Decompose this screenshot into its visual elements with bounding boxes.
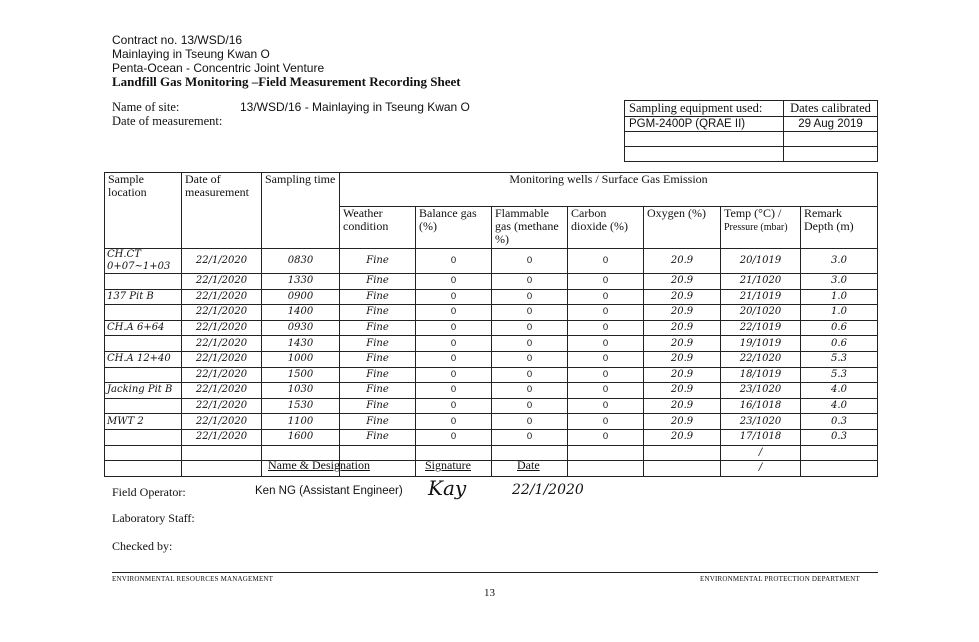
cell-sample-location: 137 Pit B [105,289,182,305]
cell-remark-depth: 0.6 [801,336,878,352]
cell-sample-location [105,305,182,321]
cell-remark-depth: 5.3 [801,367,878,383]
cell-sampling-time: 1500 [262,367,340,383]
cell-temp-pressure: 23/1020 [721,414,801,430]
cell-sampling-time: 0930 [262,320,340,336]
cell-sample-location [105,445,182,461]
cell-balance-gas: 0 [416,249,492,274]
cell-measurement-date: 22/1/2020 [182,249,262,274]
footer-right-text: ENVIRONMENTAL PROTECTION DEPARTMENT [700,575,860,583]
group-header: Monitoring wells / Surface Gas Emission [340,173,878,207]
cell-remark-depth: 0.3 [801,414,878,430]
table-row [105,249,878,274]
cell-temp-pressure: 22/1020 [721,351,801,367]
table-row [105,351,878,367]
cell-temp-pressure: 17/1018 [721,429,801,445]
cell-carbon-dioxide: 0 [568,289,644,305]
col-flammable-gas: Flammable gas (methane %) [492,207,568,249]
col-remark-depth: Remark Depth (m) [801,207,878,249]
cell-balance-gas: 0 [416,414,492,430]
cell-flammable-gas: 0 [492,383,568,399]
cell-temp-pressure: 16/1018 [721,398,801,414]
col-temp-label: Temp (°C) / [724,206,782,220]
table-row [105,383,878,399]
col-sample-location: Sample location [105,173,182,249]
cell-carbon-dioxide: 0 [568,414,644,430]
cell-temp-pressure: 23/1020 [721,383,801,399]
cell-measurement-date: 22/1/2020 [182,336,262,352]
field-operator-name: Ken NG (Assistant Engineer) [255,485,403,497]
cell-weather: Fine [340,383,416,399]
cell-measurement-date: 22/1/2020 [182,367,262,383]
table-row [105,429,878,445]
laboratory-staff-label: Laboratory Staff: [112,511,195,525]
cell-balance-gas: 0 [416,289,492,305]
cell-carbon-dioxide: 0 [568,383,644,399]
cell-balance-gas: 0 [416,398,492,414]
cell-oxygen: 20.9 [644,305,721,321]
cell-temp-pressure: 21/1020 [721,274,801,290]
cell-remark-depth: 0.3 [801,429,878,445]
cell-oxygen: 20.9 [644,249,721,274]
document-header [112,33,461,89]
cell-oxygen: 20.9 [644,351,721,367]
field-operator-date: 22/1/2020 [512,482,584,498]
cell-flammable-gas: 0 [492,274,568,290]
contract-number: Contract no. 13/WSD/16 [112,33,243,47]
equipment-name [625,147,784,162]
cell-measurement-date [182,445,262,461]
cell-oxygen: 20.9 [644,274,721,290]
cell-sample-location [105,429,182,445]
cell-remark-depth [801,461,878,477]
cell-weather: Fine [340,305,416,321]
cell-sample-location [105,274,182,290]
cell-balance-gas: 0 [416,383,492,399]
cell-carbon-dioxide [568,461,644,477]
cell-flammable-gas: 0 [492,367,568,383]
calibration-header: Dates calibrated [784,101,878,117]
cell-measurement-date: 22/1/2020 [182,289,262,305]
col-measurement-date: Date of measurement [182,173,262,249]
table-row [105,461,878,477]
cell-oxygen [644,461,721,477]
date-header: Date [517,458,540,472]
cell-sample-location: CH.A 12+40 [105,351,182,367]
col-weather: Weather condition [340,207,416,249]
cell-sample-location [105,336,182,352]
cell-sampling-time: 0830 [262,249,340,274]
cell-balance-gas: 0 [416,367,492,383]
cell-oxygen [644,445,721,461]
cell-temp-pressure: 21/1019 [721,289,801,305]
cell-measurement-date: 22/1/2020 [182,320,262,336]
table-row [105,336,878,352]
cell-oxygen: 20.9 [644,383,721,399]
cell-oxygen: 20.9 [644,367,721,383]
table-row [105,274,878,290]
cell-carbon-dioxide: 0 [568,305,644,321]
cell-oxygen: 20.9 [644,336,721,352]
signature-header: Signature [425,458,471,472]
site-name-value: 13/WSD/16 - Mainlaying in Tseung Kwan O [240,100,470,114]
cell-remark-depth: 3.0 [801,274,878,290]
calibration-date [784,132,878,147]
cell-sampling-time: 1430 [262,336,340,352]
cell-oxygen: 20.9 [644,320,721,336]
cell-measurement-date: 22/1/2020 [182,383,262,399]
cell-oxygen: 20.9 [644,289,721,305]
equipment-row [625,117,878,132]
cell-carbon-dioxide: 0 [568,398,644,414]
col-oxygen: Oxygen (%) [644,207,721,249]
contractor-name: Penta-Ocean - Concentric Joint Venture [112,61,325,75]
equipment-name: PGM-2400P (QRAE II) [625,117,784,132]
cell-weather: Fine [340,398,416,414]
cell-sampling-time: 1000 [262,351,340,367]
equipment-table [624,100,878,162]
cell-weather: Fine [340,274,416,290]
cell-temp-pressure: / [721,461,801,477]
col-sampling-time: Sampling time [262,173,340,249]
page-number: 13 [484,587,495,599]
col-temp-pressure [721,207,801,249]
cell-remark-depth: 0.6 [801,320,878,336]
cell-remark-depth: 5.3 [801,351,878,367]
table-row [105,305,878,321]
cell-temp-pressure: 20/1020 [721,305,801,321]
table-row [105,414,878,430]
cell-flammable-gas: 0 [492,249,568,274]
site-labels [112,100,222,128]
footer-divider [112,572,878,573]
cell-temp-pressure: 20/1019 [721,249,801,274]
cell-weather: Fine [340,249,416,274]
cell-weather: Fine [340,289,416,305]
cell-measurement-date: 22/1/2020 [182,429,262,445]
equipment-row [625,147,878,162]
cell-sample-location: CH.CT 0+07~1+03 [105,249,182,274]
cell-remark-depth: 4.0 [801,398,878,414]
cell-oxygen: 20.9 [644,414,721,430]
table-row [105,445,878,461]
col-pressure-label: Pressure (mbar) [724,222,788,233]
cell-carbon-dioxide: 0 [568,367,644,383]
cell-flammable-gas: 0 [492,398,568,414]
site-name-label: Name of site: [112,100,180,114]
measurement-date-label: Date of measurement: [112,114,223,128]
name-designation-header: Name & Designation [268,458,370,472]
cell-flammable-gas: 0 [492,351,568,367]
cell-flammable-gas: 0 [492,289,568,305]
field-operator-label: Field Operator: [112,485,186,499]
cell-remark-depth: 1.0 [801,289,878,305]
checked-by-label: Checked by: [112,539,173,553]
table-row [105,320,878,336]
cell-sample-location: MWT 2 [105,414,182,430]
cell-balance-gas: 0 [416,320,492,336]
cell-remark-depth [801,445,878,461]
cell-measurement-date: 22/1/2020 [182,414,262,430]
cell-carbon-dioxide: 0 [568,336,644,352]
cell-balance-gas: 0 [416,305,492,321]
cell-carbon-dioxide: 0 [568,429,644,445]
cell-sample-location [105,461,182,477]
col-balance-gas: Balance gas (%) [416,207,492,249]
cell-measurement-date: 22/1/2020 [182,398,262,414]
table-row [105,289,878,305]
equipment-row [625,132,878,147]
cell-carbon-dioxide: 0 [568,351,644,367]
table-row [105,398,878,414]
cell-sample-location [105,367,182,383]
cell-flammable-gas: 0 [492,414,568,430]
cell-flammable-gas: 0 [492,305,568,321]
calibration-date: 29 Aug 2019 [784,117,878,132]
cell-carbon-dioxide [568,445,644,461]
cell-weather: Fine [340,367,416,383]
footer-left-text: ENVIRONMENTAL RESOURCES MANAGEMENT [112,575,274,583]
cell-sample-location: CH.A 6+64 [105,320,182,336]
cell-sampling-time: 1600 [262,429,340,445]
field-operator-signature: Kay [428,476,467,500]
cell-remark-depth: 4.0 [801,383,878,399]
cell-weather: Fine [340,320,416,336]
cell-sampling-time: 1530 [262,398,340,414]
measurement-table [104,172,878,477]
cell-temp-pressure: 18/1019 [721,367,801,383]
sheet-title: Landfill Gas Monitoring –Field Measurement Recording Sheet [112,74,461,89]
cell-temp-pressure: / [721,445,801,461]
cell-oxygen: 20.9 [644,429,721,445]
cell-remark-depth: 1.0 [801,305,878,321]
cell-flammable-gas: 0 [492,320,568,336]
cell-sampling-time: 1100 [262,414,340,430]
equipment-header: Sampling equipment used: [625,101,784,117]
table-row [105,367,878,383]
project-name: Mainlaying in Tseung Kwan O [112,47,270,61]
col-carbon-dioxide: Carbon dioxide (%) [568,207,644,249]
cell-measurement-date: 22/1/2020 [182,274,262,290]
cell-carbon-dioxide: 0 [568,274,644,290]
cell-sampling-time: 1030 [262,383,340,399]
cell-weather: Fine [340,336,416,352]
cell-weather: Fine [340,429,416,445]
cell-weather: Fine [340,414,416,430]
cell-flammable-gas: 0 [492,429,568,445]
cell-measurement-date [182,461,262,477]
cell-sampling-time: 1400 [262,305,340,321]
cell-measurement-date: 22/1/2020 [182,351,262,367]
cell-sampling-time: 0900 [262,289,340,305]
cell-balance-gas: 0 [416,429,492,445]
equipment-name [625,132,784,147]
cell-carbon-dioxide: 0 [568,320,644,336]
cell-carbon-dioxide: 0 [568,249,644,274]
cell-sample-location: Jacking Pit B [105,383,182,399]
cell-balance-gas: 0 [416,351,492,367]
cell-sampling-time: 1330 [262,274,340,290]
cell-balance-gas: 0 [416,274,492,290]
cell-flammable-gas: 0 [492,336,568,352]
cell-weather: Fine [340,351,416,367]
cell-measurement-date: 22/1/2020 [182,305,262,321]
calibration-date [784,147,878,162]
cell-temp-pressure: 19/1019 [721,336,801,352]
cell-temp-pressure: 22/1019 [721,320,801,336]
cell-sample-location [105,398,182,414]
cell-balance-gas: 0 [416,336,492,352]
cell-oxygen: 20.9 [644,398,721,414]
cell-remark-depth: 3.0 [801,249,878,274]
